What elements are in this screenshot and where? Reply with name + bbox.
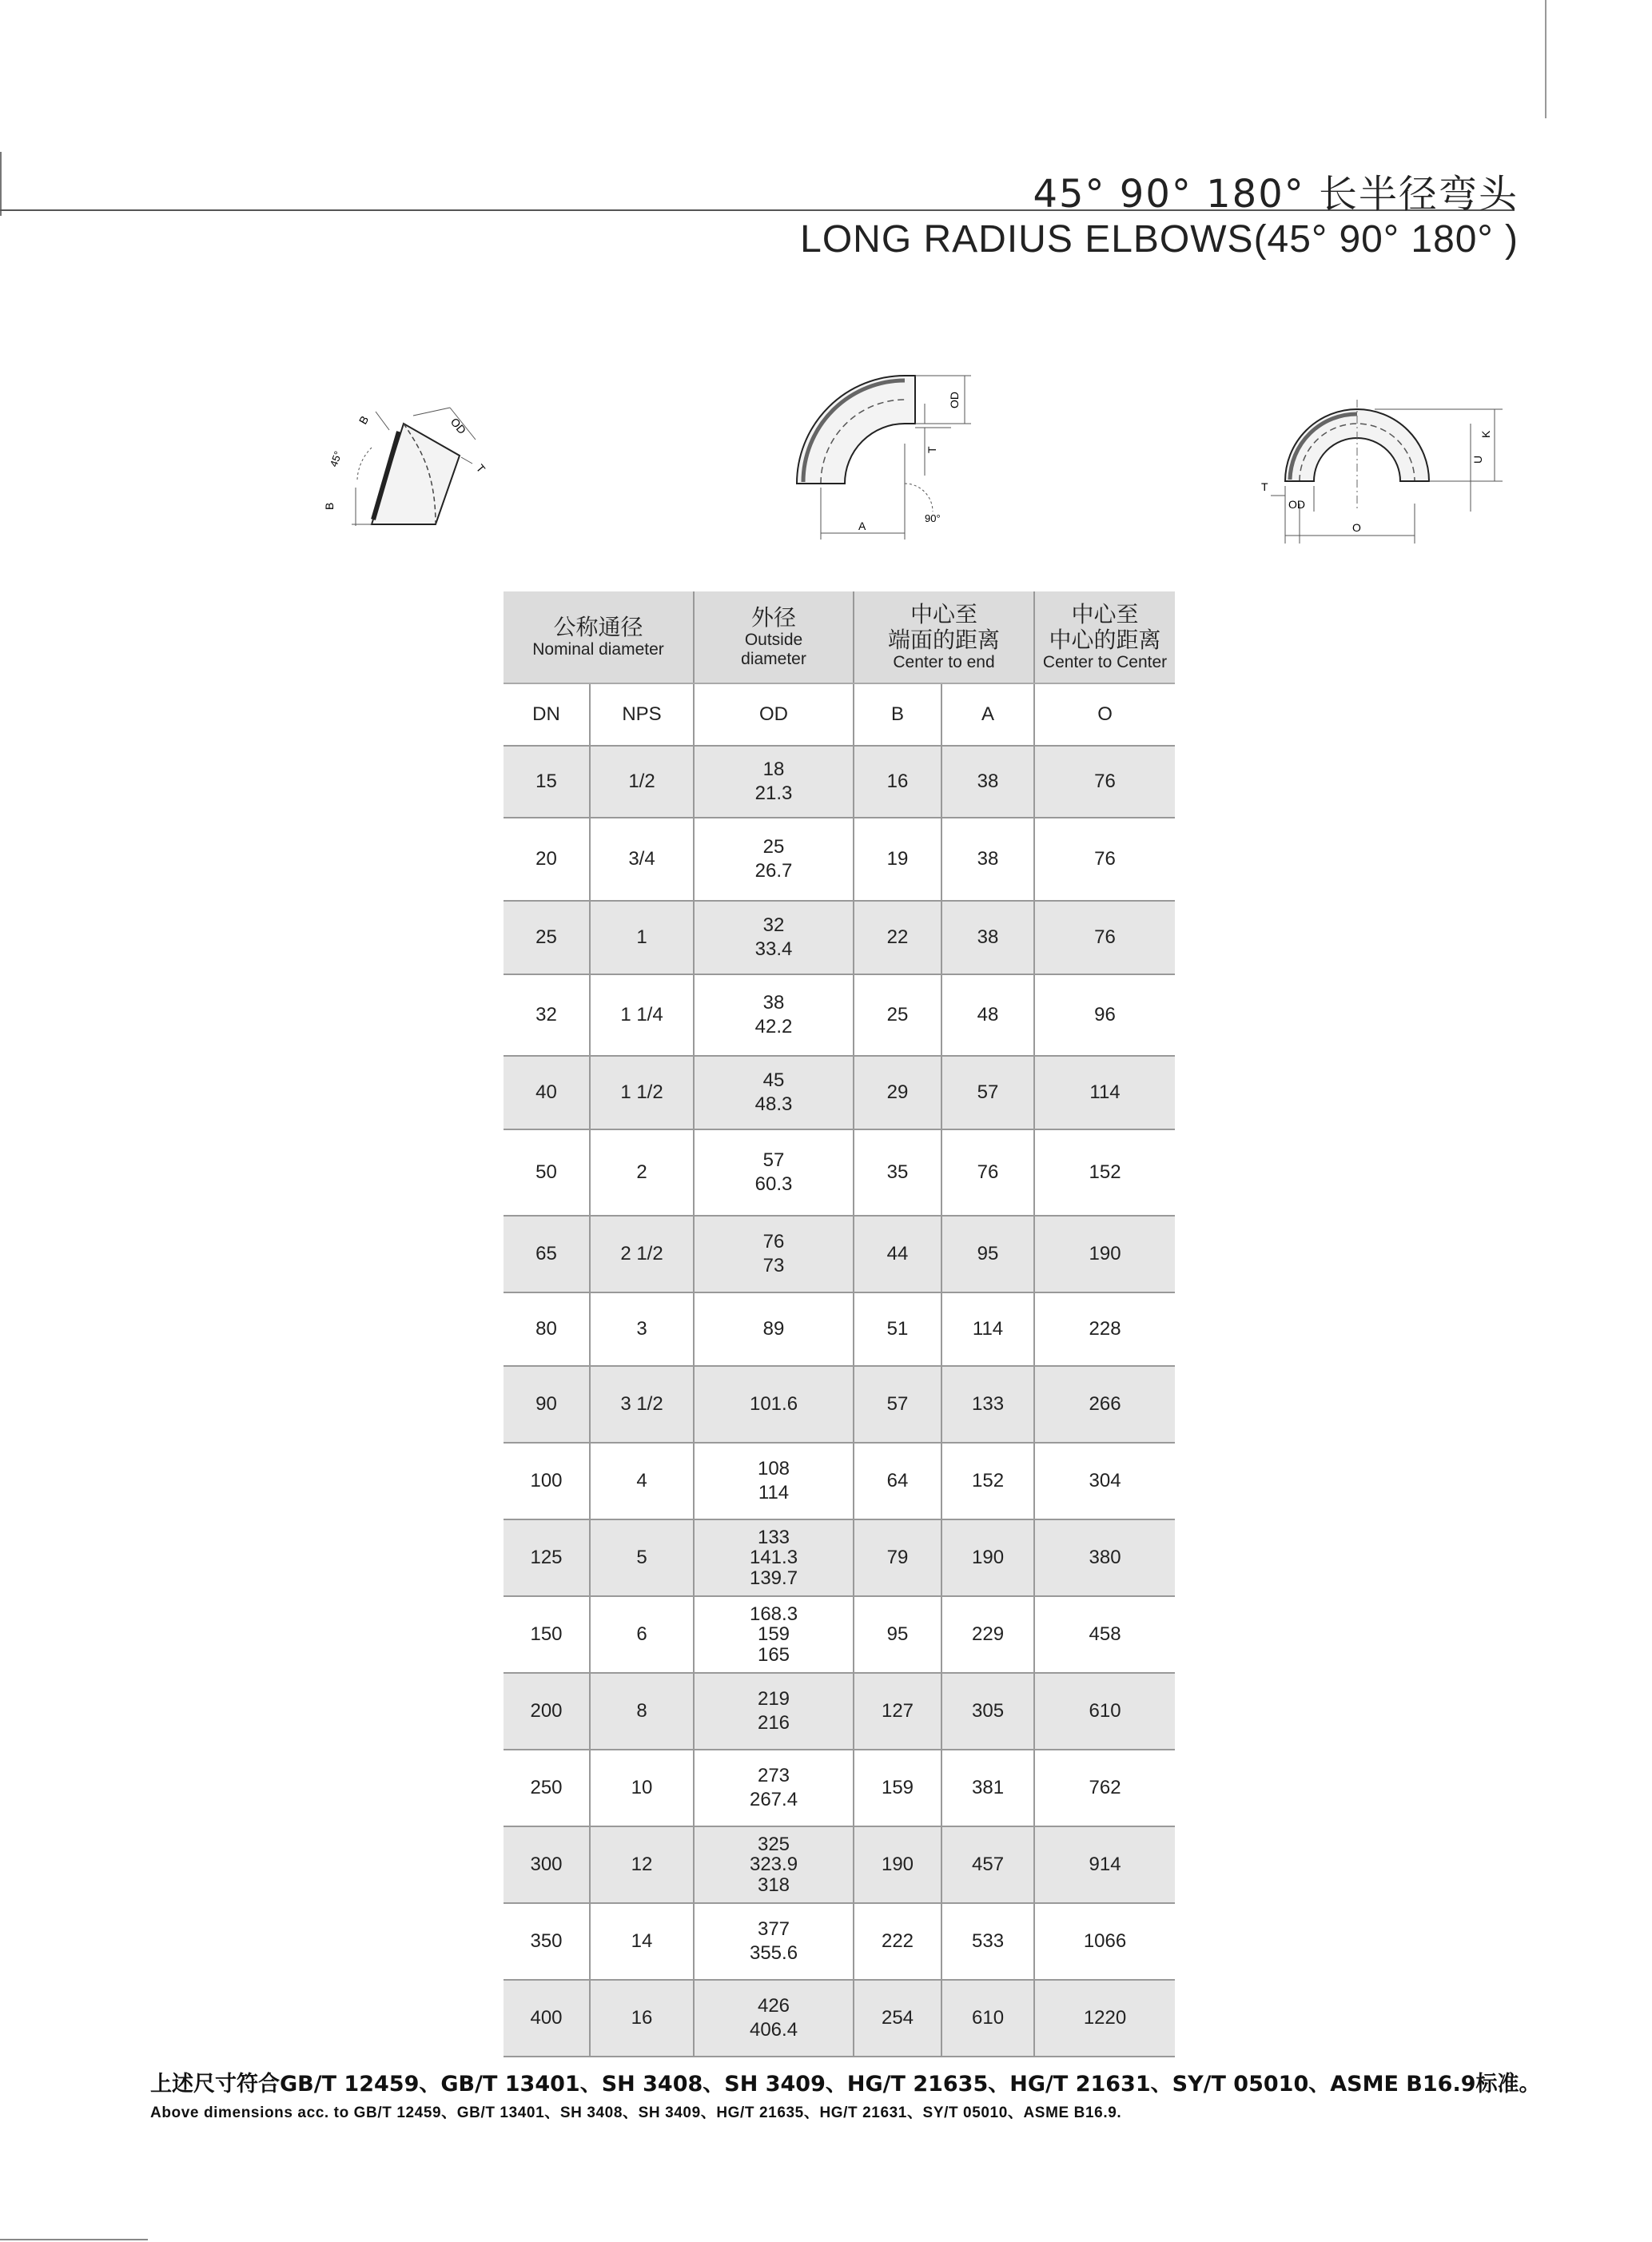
- cell-od-value: 18: [762, 759, 785, 780]
- table-header-row: [504, 591, 1175, 683]
- symbol-nps: NPS: [590, 683, 694, 746]
- cell-dn: 32: [504, 974, 590, 1056]
- cell-o: 458: [1034, 1596, 1175, 1673]
- cell-od: [694, 1216, 854, 1292]
- table-row: [504, 1366, 1175, 1443]
- cell-o: 380: [1034, 1519, 1175, 1596]
- cell-dn: 125: [504, 1519, 590, 1596]
- table-row: [504, 1903, 1175, 1980]
- table-symbol-row: [504, 683, 1175, 746]
- cell-nps: 4: [590, 1443, 694, 1519]
- cell-o: 190: [1034, 1216, 1175, 1292]
- cell-nps: 8: [590, 1673, 694, 1750]
- cell-dn: 150: [504, 1596, 590, 1673]
- cell-b: 29: [854, 1056, 941, 1129]
- elbow-90-drawing: [787, 356, 995, 548]
- table-row: [504, 1596, 1175, 1673]
- symbol-o: O: [1034, 683, 1175, 746]
- cell-od-value: 25: [762, 836, 785, 858]
- cell-b: 254: [854, 1980, 941, 2057]
- cell-b: 159: [854, 1750, 941, 1826]
- table-row: [504, 1673, 1175, 1750]
- cell-dn: 25: [504, 901, 590, 974]
- cell-od: [694, 746, 854, 818]
- elbow-45-b-label-top: B: [356, 413, 372, 427]
- elbow-45-t-label: T: [473, 461, 488, 476]
- cell-od-value: 165: [757, 1643, 790, 1666]
- cell-a: 95: [941, 1216, 1034, 1292]
- cell-o: 76: [1034, 901, 1175, 974]
- header-nominal-diameter: 公称通径 Nominal diameter: [504, 591, 694, 683]
- cell-od-value: 73: [762, 1255, 785, 1276]
- cell-a: 305: [941, 1673, 1034, 1750]
- cell-b: 25: [854, 974, 941, 1056]
- cell-a: 38: [941, 746, 1034, 818]
- cell-od: [694, 1292, 854, 1366]
- table-row: [504, 1826, 1175, 1903]
- cell-b: 79: [854, 1519, 941, 1596]
- dimensions-table: [504, 591, 1175, 2057]
- cell-dn: 65: [504, 1216, 590, 1292]
- cell-a: 38: [941, 901, 1034, 974]
- cell-od: [694, 1903, 854, 1980]
- header-center-to-end: 中心至 端面的距离 Center to end: [854, 591, 1034, 683]
- table-row: [504, 1129, 1175, 1216]
- cell-od: [694, 901, 854, 974]
- cell-o: 1220: [1034, 1980, 1175, 2057]
- cell-dn: 80: [504, 1292, 590, 1366]
- cell-o: 228: [1034, 1292, 1175, 1366]
- cell-od: [694, 1750, 854, 1826]
- cell-a: 57: [941, 1056, 1034, 1129]
- table-row: [504, 901, 1175, 974]
- page-title-english: LONG RADIUS ELBOWS(45° 90° 180° ): [800, 218, 1519, 261]
- table-row: [504, 1443, 1175, 1519]
- cell-a: 533: [941, 1903, 1034, 1980]
- cell-od: [694, 1129, 854, 1216]
- cell-o: 114: [1034, 1056, 1175, 1129]
- cell-dn: 300: [504, 1826, 590, 1903]
- cell-od-value: 57: [762, 1149, 785, 1171]
- cell-nps: 3 1/2: [590, 1366, 694, 1443]
- cell-od-value: 21.3: [754, 783, 793, 804]
- cell-od: [694, 974, 854, 1056]
- elbow-90-od-label: OD: [948, 392, 961, 408]
- cell-od-value: 108: [757, 1458, 790, 1479]
- cell-od: [694, 1056, 854, 1129]
- cell-od: [694, 1980, 854, 2057]
- cell-od-value: 355.6: [749, 1942, 798, 1964]
- cell-od-value: 26.7: [754, 860, 793, 882]
- cell-b: 127: [854, 1673, 941, 1750]
- cell-nps: 14: [590, 1903, 694, 1980]
- cell-od-value: 38: [762, 992, 785, 1013]
- cell-o: 914: [1034, 1826, 1175, 1903]
- cell-od-value: 60.3: [754, 1173, 793, 1195]
- cell-a: 48: [941, 974, 1034, 1056]
- cell-nps: 1/2: [590, 746, 694, 818]
- cell-nps: 1 1/2: [590, 1056, 694, 1129]
- table-row: [504, 818, 1175, 901]
- cell-od-value: 76: [762, 1231, 785, 1252]
- cell-od: [694, 1366, 854, 1443]
- cell-od-value: 159: [757, 1623, 790, 1646]
- cell-od: [694, 1519, 854, 1596]
- cell-od: [694, 1826, 854, 1903]
- table-row: [504, 1056, 1175, 1129]
- cell-a: 76: [941, 1129, 1034, 1216]
- cell-dn: 250: [504, 1750, 590, 1826]
- cell-a: 152: [941, 1443, 1034, 1519]
- symbol-od: OD: [694, 683, 854, 746]
- cell-b: 64: [854, 1443, 941, 1519]
- cell-o: 266: [1034, 1366, 1175, 1443]
- cell-dn: 15: [504, 746, 590, 818]
- cell-od-value: 141.3: [749, 1547, 798, 1569]
- page-title-chinese: 45° 90° 180° 长半径弯头: [1033, 172, 1519, 217]
- cell-a: 381: [941, 1750, 1034, 1826]
- cell-od-value: 168.3: [749, 1603, 798, 1626]
- cell-nps: 2 1/2: [590, 1216, 694, 1292]
- elbow-180-u-label: U: [1471, 455, 1484, 464]
- cell-od: [694, 1673, 854, 1750]
- cell-nps: 1: [590, 901, 694, 974]
- cell-o: 1066: [1034, 1903, 1175, 1980]
- cell-o: 152: [1034, 1129, 1175, 1216]
- elbow-90-a-label: A: [858, 520, 866, 532]
- cell-nps: 6: [590, 1596, 694, 1673]
- cell-od-value: 325: [757, 1834, 790, 1856]
- elbow-45-drawing: [316, 384, 508, 536]
- elbow-180-k-label: K: [1479, 430, 1492, 438]
- cell-a: 190: [941, 1519, 1034, 1596]
- cell-od-value: 32: [762, 914, 785, 936]
- cell-b: 22: [854, 901, 941, 974]
- cell-b: 190: [854, 1826, 941, 1903]
- cell-nps: 12: [590, 1826, 694, 1903]
- cell-nps: 3/4: [590, 818, 694, 901]
- cell-a: 610: [941, 1980, 1034, 2057]
- cell-b: 19: [854, 818, 941, 901]
- table-row: [504, 1980, 1175, 2057]
- table-row: [504, 746, 1175, 818]
- cell-od-value: 114: [758, 1482, 790, 1503]
- table-row: [504, 1519, 1175, 1596]
- cell-o: 610: [1034, 1673, 1175, 1750]
- cell-o: 304: [1034, 1443, 1175, 1519]
- cell-b: 57: [854, 1366, 941, 1443]
- cell-dn: 50: [504, 1129, 590, 1216]
- elbow-180-t-label: T: [1261, 480, 1268, 493]
- cell-dn: 200: [504, 1673, 590, 1750]
- symbol-b: B: [854, 683, 941, 746]
- cell-b: 35: [854, 1129, 941, 1216]
- cell-od-value: 267.4: [749, 1789, 798, 1810]
- elbow-45-angle-label: 45°: [327, 449, 344, 469]
- cell-od-value: 219: [757, 1688, 790, 1710]
- left-margin-rule: [0, 152, 2, 216]
- standards-note-chinese: 上述尺寸符合GB/T 12459、GB/T 13401、SH 3408、SH 3409、HG/T 21635、HG/T 21631、SY/T 05010、ASME B16.9标准。: [150, 2072, 1541, 2097]
- elbow-45-od-label: OD: [448, 415, 469, 437]
- cell-od: [694, 1443, 854, 1519]
- cell-od-value: 323.9: [749, 1854, 798, 1876]
- cell-b: 95: [854, 1596, 941, 1673]
- cell-od-value: 273: [757, 1765, 790, 1786]
- cell-b: 16: [854, 746, 941, 818]
- standards-note-english: Above dimensions acc. to GB/T 12459、GB/T 13401、SH 3408、SH 3409、HG/T 21635、HG/T 21631、SY/T 05010、ASME B16.9.: [150, 2105, 1122, 2121]
- cell-od-value: 318: [757, 1874, 790, 1896]
- elbow-180-o-label: O: [1352, 521, 1361, 534]
- cell-nps: 5: [590, 1519, 694, 1596]
- cell-od-value: 133: [757, 1527, 790, 1549]
- cell-a: 133: [941, 1366, 1034, 1443]
- cell-od-value: 33.4: [754, 938, 793, 960]
- bottom-margin-rule: [0, 2239, 148, 2240]
- cell-od-value: 139.7: [749, 1567, 798, 1589]
- cell-dn: 350: [504, 1903, 590, 1980]
- cell-od-value: 406.4: [749, 2019, 798, 2041]
- cell-od-value: 101.6: [749, 1393, 798, 1415]
- elbow-90-angle-label: 90°: [925, 512, 941, 524]
- cell-b: 51: [854, 1292, 941, 1366]
- cell-b: 222: [854, 1903, 941, 1980]
- cell-o: 96: [1034, 974, 1175, 1056]
- right-margin-rule: [1545, 0, 1547, 118]
- header-center-to-center: 中心至 中心的距离 Center to Center: [1034, 591, 1175, 683]
- cell-od: [694, 818, 854, 901]
- cell-dn: 90: [504, 1366, 590, 1443]
- table-row: [504, 1292, 1175, 1366]
- cell-o: 76: [1034, 818, 1175, 901]
- cell-nps: 16: [590, 1980, 694, 2057]
- symbol-dn: DN: [504, 683, 590, 746]
- cell-od-value: 426: [757, 1995, 790, 2017]
- elbow-180-od-label: OD: [1288, 498, 1305, 511]
- cell-a: 114: [941, 1292, 1034, 1366]
- cell-od-value: 89: [762, 1318, 785, 1340]
- cell-od-value: 48.3: [754, 1093, 793, 1115]
- cell-nps: 1 1/4: [590, 974, 694, 1056]
- table-row: [504, 1216, 1175, 1292]
- cell-dn: 20: [504, 818, 590, 901]
- cell-b: 44: [854, 1216, 941, 1292]
- cell-od-value: 42.2: [754, 1016, 793, 1037]
- cell-a: 38: [941, 818, 1034, 901]
- cell-a: 457: [941, 1826, 1034, 1903]
- cell-a: 229: [941, 1596, 1034, 1673]
- table-row: [504, 974, 1175, 1056]
- cell-nps: 10: [590, 1750, 694, 1826]
- elbow-45-b-label-side: B: [323, 502, 336, 510]
- cell-dn: 40: [504, 1056, 590, 1129]
- cell-o: 762: [1034, 1750, 1175, 1826]
- cell-nps: 3: [590, 1292, 694, 1366]
- elbow-90-t-label: T: [926, 446, 938, 453]
- cell-od-value: 216: [757, 1712, 790, 1734]
- table-row: [504, 1750, 1175, 1826]
- cell-od-value: 45: [762, 1069, 785, 1091]
- cell-od-value: 377: [757, 1918, 790, 1940]
- cell-od: [694, 1596, 854, 1673]
- header-outside-diameter: 外径 Outside diameter: [694, 591, 854, 683]
- cell-dn: 400: [504, 1980, 590, 2057]
- elbow-180-drawing: [1255, 384, 1511, 548]
- cell-o: 76: [1034, 746, 1175, 818]
- symbol-a: A: [941, 683, 1034, 746]
- cell-dn: 100: [504, 1443, 590, 1519]
- cell-nps: 2: [590, 1129, 694, 1216]
